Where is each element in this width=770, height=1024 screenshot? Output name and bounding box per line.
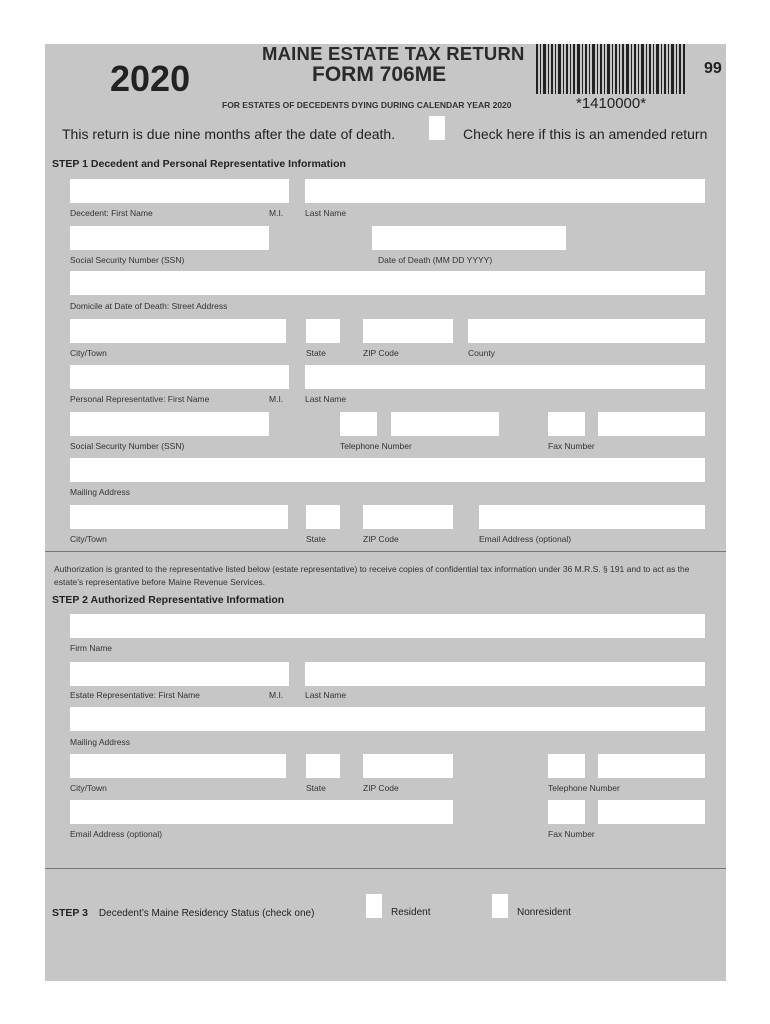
pr-fax-number-field[interactable] — [598, 412, 705, 436]
decedent-first-name-field[interactable] — [70, 179, 283, 203]
decedent-last-name-field[interactable] — [305, 179, 705, 203]
er-last-name-label: Last Name — [305, 690, 347, 700]
section-divider-2 — [45, 868, 726, 869]
form-title: MAINE ESTATE TAX RETURN — [262, 43, 525, 64]
step1-heading: STEP 1 Decedent and Personal Representative Information — [52, 158, 346, 170]
er-city-label: City/Town — [70, 783, 107, 793]
er-phone-area-field[interactable] — [548, 754, 585, 778]
domicile-address-label: Domicile at Date of Death: Street Address — [70, 301, 228, 311]
step3-label: STEP 3 — [52, 907, 88, 919]
pr-email-label: Email Address (optional) — [479, 534, 572, 544]
pr-fax-area-field[interactable] — [548, 412, 585, 436]
step3-heading — [52, 907, 314, 919]
pr-fax-label: Fax Number — [548, 441, 595, 451]
barcode — [536, 44, 686, 94]
pr-ssn-field[interactable] — [70, 412, 269, 436]
er-mi-field[interactable] — [269, 662, 289, 686]
domicile-state-field[interactable] — [306, 319, 340, 343]
er-mailing-address-label: Mailing Address — [70, 737, 131, 747]
pr-city-label: City/Town — [70, 534, 107, 544]
er-zip-label: ZIP Code — [363, 783, 399, 793]
domicile-zip-field[interactable] — [363, 319, 453, 343]
pr-mi-label: M.I. — [269, 394, 284, 404]
authorization-text: Authorization is granted to the representative listed below (estate representative) to receive copies of confidential tax information under 36 M.R.S. § 191 and to act as the estate’s representative before Maine Revenue Services. — [54, 564, 690, 587]
step3-text: Decedent’s Maine Residency Status (check one) — [98, 908, 315, 919]
pr-mailing-address-field[interactable] — [70, 458, 705, 482]
amended-return-checkbox[interactable] — [429, 116, 445, 140]
firm-name-label: Firm Name — [70, 643, 113, 653]
er-state-label: State — [306, 783, 326, 793]
firm-name-field[interactable] — [70, 614, 705, 638]
domicile-city-field[interactable] — [70, 319, 286, 343]
er-mailing-address-field[interactable] — [70, 707, 705, 731]
decedent-mi-field[interactable] — [269, 179, 289, 203]
resident-label: Resident — [391, 907, 431, 918]
pr-ssn-label: Social Security Number (SSN) — [70, 441, 185, 451]
form-number-title: FORM 706ME — [312, 63, 447, 86]
decedent-first-name-label: Decedent: First Name — [70, 208, 153, 218]
er-first-name-label: Estate Representative: First Name — [70, 690, 200, 700]
date-of-death-label: Date of Death (MM DD YYYY) — [378, 255, 493, 265]
pr-phone-number-field[interactable] — [391, 412, 499, 436]
er-fax-number-field[interactable] — [598, 800, 705, 824]
er-email-label: Email Address (optional) — [70, 829, 163, 839]
resident-checkbox[interactable] — [366, 894, 382, 918]
nonresident-checkbox[interactable] — [492, 894, 508, 918]
pr-phone-area-field[interactable] — [340, 412, 377, 436]
er-last-name-field[interactable] — [305, 662, 705, 686]
pr-last-name-field[interactable] — [305, 365, 705, 389]
domicile-city-label: City/Town — [70, 348, 107, 358]
er-mi-label: M.I. — [269, 690, 284, 700]
er-city-field[interactable] — [70, 754, 286, 778]
decedent-last-name-label: Last Name — [305, 208, 347, 218]
er-email-field[interactable] — [70, 800, 453, 824]
amended-return-label: Check here if this is an amended return — [463, 126, 708, 142]
er-fax-area-field[interactable] — [548, 800, 585, 824]
decedent-ssn-label: Social Security Number (SSN) — [70, 255, 185, 265]
domicile-zip-label: ZIP Code — [363, 348, 399, 358]
form-subtitle: FOR ESTATES OF DECEDENTS DYING DURING CALENDAR YEAR 2020 — [222, 100, 512, 110]
pr-mailing-address-label: Mailing Address — [70, 487, 131, 497]
domicile-state-label: State — [306, 348, 326, 358]
pr-city-field[interactable] — [70, 505, 288, 529]
due-notice: This return is due nine months after the date of death. — [62, 126, 396, 142]
decedent-ssn-field[interactable] — [70, 226, 269, 250]
nonresident-label: Nonresident — [517, 907, 571, 918]
page-code: 99 — [704, 60, 722, 77]
domicile-county-field[interactable] — [468, 319, 705, 343]
er-fax-label: Fax Number — [548, 829, 595, 839]
er-phone-number-field[interactable] — [598, 754, 705, 778]
pr-state-label: State — [306, 534, 326, 544]
section-divider-1 — [45, 551, 726, 552]
er-phone-label: Telephone Number — [548, 783, 620, 793]
pr-mi-field[interactable] — [269, 365, 289, 389]
pr-zip-field[interactable] — [363, 505, 453, 529]
er-state-field[interactable] — [306, 754, 340, 778]
domicile-address-field[interactable] — [70, 271, 705, 295]
domicile-county-label: County — [468, 348, 495, 358]
pr-phone-label: Telephone Number — [340, 441, 412, 451]
er-zip-field[interactable] — [363, 754, 453, 778]
date-of-death-field[interactable] — [372, 226, 566, 250]
form-year: 2020 — [110, 58, 191, 99]
pr-last-name-label: Last Name — [305, 394, 347, 404]
decedent-mi-label: M.I. — [269, 208, 284, 218]
step2-heading: STEP 2 Authorized Representative Information — [52, 594, 285, 606]
form-id-number: *1410000* — [576, 95, 647, 112]
pr-state-field[interactable] — [306, 505, 340, 529]
pr-first-name-field[interactable] — [70, 365, 283, 389]
pr-zip-label: ZIP Code — [363, 534, 399, 544]
pr-email-field[interactable] — [479, 505, 705, 529]
pr-first-name-label: Personal Representative: First Name — [70, 394, 210, 404]
er-first-name-field[interactable] — [70, 662, 283, 686]
